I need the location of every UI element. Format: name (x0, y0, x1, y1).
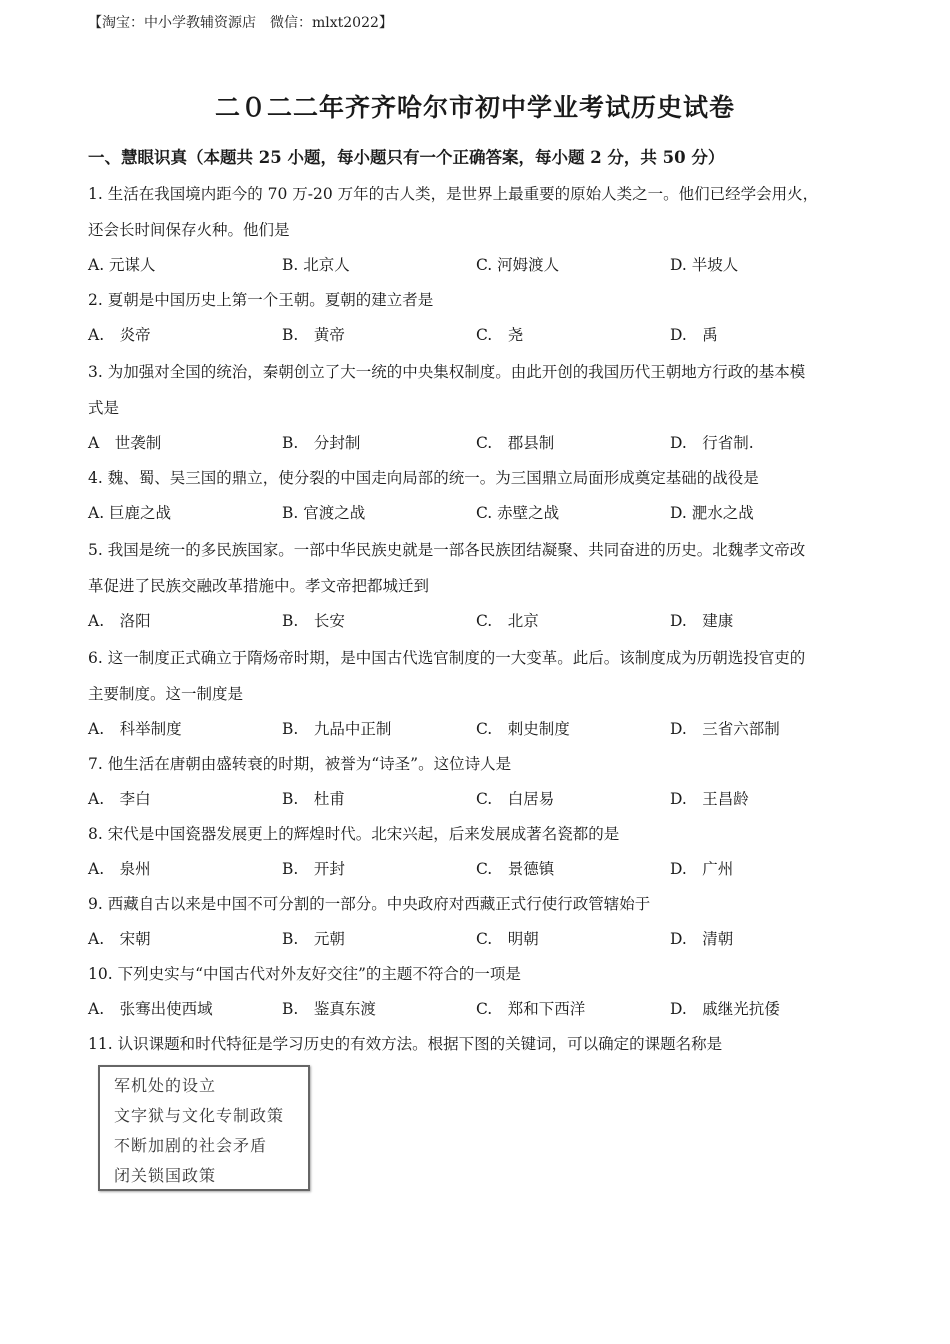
option-b: B. 杜甫 (282, 790, 345, 808)
question-text: 5. 我国是统一的多民族国家。一部中华民族史就是一部各民族团结凝聚、共同奋进的历史。北魏孝文帝改 (88, 541, 806, 559)
question-11 (88, 1027, 868, 1062)
question-2 (88, 283, 868, 353)
question-8 (88, 817, 868, 887)
option-c: C. 郡县制 (476, 434, 555, 452)
question-text: 8. 宋代是中国瓷器发展更上的辉煌时代。北宋兴起，后来发展成著名瓷都的是 (88, 825, 620, 843)
question-5 (88, 531, 868, 639)
option-c: C. 赤壁之战 (476, 504, 560, 522)
question-3 (88, 353, 868, 461)
option-row (88, 604, 868, 639)
question-text: 6. 这一制度正式确立于隋炀帝时期，是中国古代选官制度的一大变革。此后。该制度成为历朝选投官吏的 (88, 649, 806, 667)
question-text: 7. 他生活在唐朝由盛转衰的时期，被誉为“诗圣”。这位诗人是 (88, 755, 512, 773)
option-a: A 世袭制 (88, 434, 162, 452)
option-row (88, 318, 868, 353)
option-d: D. 行省制. (670, 434, 754, 452)
keyword-figure (98, 1065, 310, 1191)
question-text: 11. 认识课题和时代特征是学习历史的有效方法。根据下图的关键词，可以确定的课题名称是 (88, 1035, 723, 1053)
question-4 (88, 461, 868, 531)
option-c: C. 河姆渡人 (476, 256, 560, 274)
option-row (88, 426, 868, 461)
option-a: A. 科举制度 (88, 720, 182, 738)
option-d: D. 戚继光抗倭 (670, 1000, 780, 1018)
option-row (88, 852, 868, 887)
option-a: A. 宋朝 (88, 930, 151, 948)
question-text: 革促进了民族交融改革措施中。孝文帝把都城迁到 (88, 577, 430, 595)
exam-content (88, 140, 868, 1062)
option-b: B. 北京人 (282, 256, 350, 274)
option-row (88, 782, 868, 817)
option-b: B. 长安 (282, 612, 345, 630)
option-a: A. 炎帝 (88, 326, 151, 344)
option-c: C. 郑和下西洋 (476, 1000, 586, 1018)
option-b: B. 官渡之战 (282, 504, 366, 522)
option-b: B. 黄帝 (282, 326, 345, 344)
option-c: C. 明朝 (476, 930, 539, 948)
option-d: D. 王昌龄 (670, 790, 749, 808)
option-a: A. 张骞出使西域 (88, 1000, 213, 1018)
question-text: 3. 为加强对全国的统治，秦朝创立了大一统的中央集权制度。由此开创的我国历代王朝地方行政的基本模 (88, 363, 806, 381)
option-row (88, 992, 868, 1027)
figure-keyword: 闭关锁国政策 (114, 1166, 217, 1185)
option-a: A. 巨鹿之战 (88, 504, 172, 522)
option-b: B. 元朝 (282, 930, 345, 948)
option-d: D. 建康 (670, 612, 734, 630)
question-9 (88, 887, 868, 957)
option-b: B. 九品中正制 (282, 720, 392, 738)
option-a: A. 元谋人 (88, 256, 156, 274)
option-a: A. 洛阳 (88, 612, 151, 630)
question-text: 2. 夏朝是中国历史上第一个王朝。夏朝的建立者是 (88, 291, 434, 309)
question-text: 9. 西藏自古以来是中国不可分割的一部分。中央政府对西藏正式行使行政管辖始于 (88, 895, 651, 913)
question-10 (88, 957, 868, 1027)
question-text: 10. 下列史实与“中国古代对外友好交往”的主题不符合的一项是 (88, 965, 521, 983)
option-c: C. 刺史制度 (476, 720, 570, 738)
section-heading: 一、慧眼识真（本题共 25 小题，每小题只有一个正确答案，每小题 2 分，共 50 分） (88, 148, 725, 167)
figure-keyword: 文字狱与文化专制政策 (114, 1106, 285, 1125)
option-c: C. 尧 (476, 326, 524, 344)
option-d: D. 清朝 (670, 930, 734, 948)
option-d: D. 广州 (670, 860, 734, 878)
figure-keyword: 不断加剧的社会矛盾 (114, 1136, 268, 1155)
option-c: C. 北京 (476, 612, 539, 630)
page-title: 二０二二年齐齐哈尔市初中学业考试历史试卷 (214, 93, 735, 122)
option-d: D. 淝水之战 (670, 504, 754, 522)
question-1 (88, 175, 868, 283)
question-6 (88, 639, 868, 747)
option-b: B. 开封 (282, 860, 345, 878)
option-row (88, 922, 868, 957)
option-c: C. 景德镇 (476, 860, 555, 878)
question-text: 4. 魏、蜀、吴三国的鼎立，使分裂的中国走向局部的统一。为三国鼎立局面形成奠定基础的战役是 (88, 469, 759, 487)
option-row (88, 248, 868, 283)
question-text: 还会长时间保存火种。他们是 (88, 221, 290, 239)
question-7 (88, 747, 868, 817)
figure-keyword: 军机处的设立 (114, 1076, 217, 1095)
option-d: D. 三省六部制 (670, 720, 780, 738)
option-b: B. 鉴真东渡 (282, 1000, 376, 1018)
header-note: 【淘宝：中小学教辅资源店 微信：mlxt2022】 (88, 15, 393, 31)
option-row (88, 496, 868, 531)
question-text: 式是 (88, 399, 120, 417)
option-row (88, 712, 868, 747)
question-text: 主要制度。这一制度是 (88, 685, 244, 703)
option-d: D. 禹 (670, 326, 718, 344)
option-d: D. 半坡人 (670, 256, 739, 274)
option-b: B. 分封制 (282, 434, 361, 452)
question-text: 1. 生活在我国境内距今的 70 万-20 万年的古人类，是世界上最重要的原始人类之一。他们已经学会用火， (88, 185, 819, 203)
option-c: C. 白居易 (476, 790, 555, 808)
option-a: A. 李白 (88, 790, 151, 808)
option-a: A. 泉州 (88, 860, 151, 878)
